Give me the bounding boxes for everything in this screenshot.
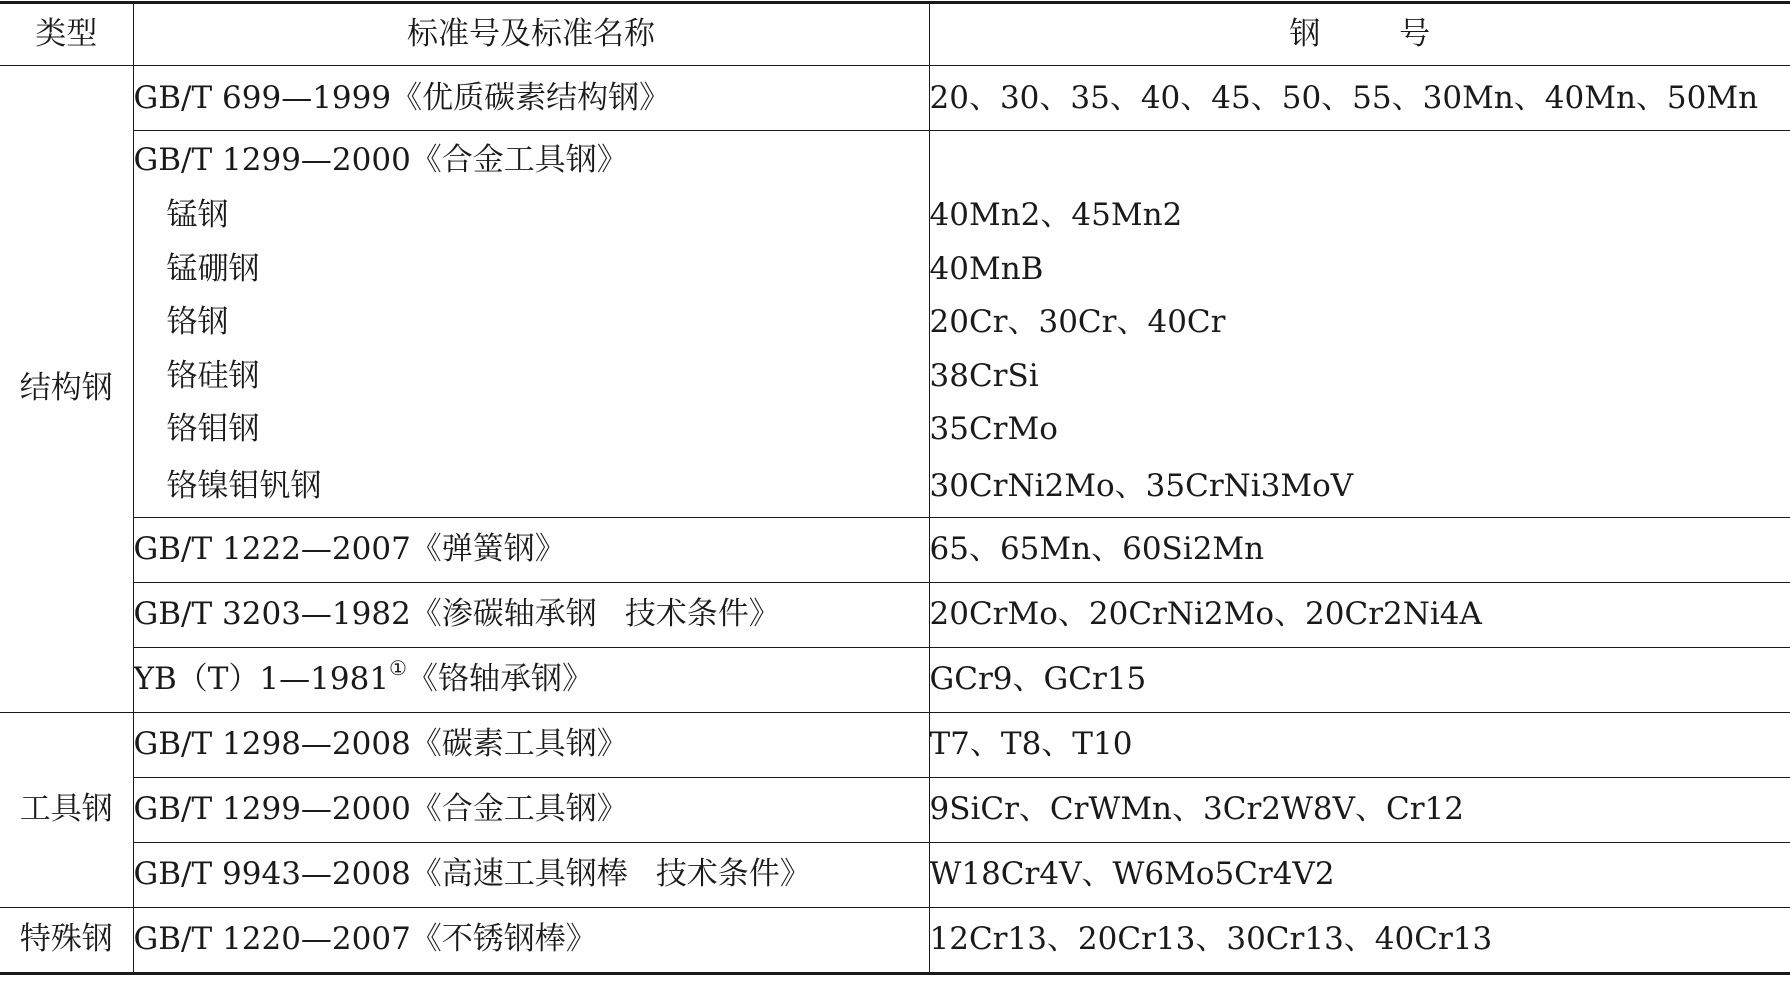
standard-cell — [133, 842, 929, 907]
table-row — [0, 517, 1790, 582]
standard-name-part: 技术条件》 — [624, 596, 780, 632]
standard-name-part: YB（T）1—1981 — [133, 661, 390, 697]
grade-cell: W18Cr4V、W6Mo5Cr4V2 — [929, 842, 1790, 907]
table-row — [0, 777, 1790, 842]
table-row — [0, 66, 1790, 131]
standard-cell: GB/T 1299—2000《合金工具钢》 — [133, 777, 929, 842]
header-row — [0, 3, 1790, 66]
header-grade-text: 钢 号 — [1289, 16, 1431, 52]
grade-value: 30CrNi2Mo、35CrNi3MoV — [929, 468, 1354, 504]
table-row — [0, 131, 1790, 518]
subtype-name: 铬硅钢 — [166, 357, 260, 394]
table-row — [0, 582, 1790, 647]
steel-standards-table — [0, 1, 1790, 975]
header-grade — [929, 3, 1790, 66]
standard-name-part: GB/T 3203—1982《渗碳轴承钢 — [133, 596, 597, 632]
subtype-name: 铬钼钢 — [166, 411, 260, 448]
table-row — [0, 712, 1790, 777]
standard-name: GB/T 1299—2000《合金工具钢》 — [133, 141, 628, 178]
standard-cell: GB/T 699—1999《优质碳素结构钢》 — [133, 66, 929, 131]
standard-cell — [133, 647, 929, 712]
standard-cell — [133, 131, 929, 518]
table-row — [0, 647, 1790, 712]
category-special: 特殊钢 — [0, 907, 133, 973]
grade-value — [930, 131, 1790, 189]
standard-cell — [133, 582, 929, 647]
category-structural: 结构钢 — [0, 66, 133, 713]
category-tool: 工具钢 — [0, 712, 133, 907]
standard-cell: GB/T 1222—2007《弹簧钢》 — [133, 517, 929, 582]
alloy-subtype-list — [134, 131, 929, 517]
standard-cell: GB/T 1220—2007《不锈钢棒》 — [133, 907, 929, 973]
standard-cell: GB/T 1298—2008《碳素工具钢》 — [133, 712, 929, 777]
grade-cell: 20CrMo、20CrNi2Mo、20Cr2Ni4A — [929, 582, 1790, 647]
table-row — [0, 842, 1790, 907]
grade-value: 38CrSi — [929, 357, 1039, 394]
header-type: 类型 — [0, 3, 133, 66]
alloy-grade-list — [930, 131, 1790, 517]
grade-cell: GCr9、GCr15 — [929, 647, 1790, 712]
footnote-marker: ① — [389, 656, 407, 680]
standard-name-part: 《铬轴承钢》 — [406, 661, 593, 697]
grade-cell: 65、65Mn、60Si2Mn — [929, 517, 1790, 582]
grade-cell: 12Cr13、20Cr13、30Cr13、40Cr13 — [929, 907, 1790, 973]
standard-name-part: 技术条件》 — [655, 856, 811, 892]
subtype-name: 锰钢 — [166, 197, 229, 234]
header-standard: 标准号及标准名称 — [133, 3, 929, 66]
grade-value: 35CrMo — [929, 411, 1058, 448]
grade-cell: T7、T8、T10 — [929, 712, 1790, 777]
table-row — [0, 907, 1790, 973]
grade-value: 40MnB — [929, 250, 1044, 287]
grade-cell: 20、30、35、40、45、50、55、30Mn、40Mn、50Mn — [929, 66, 1790, 131]
grade-value: 20Cr、30Cr、40Cr — [929, 304, 1226, 341]
grade-value: 40Mn2、45Mn2 — [929, 197, 1183, 234]
grade-cell: 9SiCr、CrWMn、3Cr2W8V、Cr12 — [929, 777, 1790, 842]
subtype-name: 铬镍钼钒钢 — [166, 468, 322, 504]
subtype-name: 铬钢 — [166, 304, 229, 341]
standard-name-part: GB/T 9943—2008《高速工具钢棒 — [133, 856, 628, 892]
grade-cell — [929, 131, 1790, 518]
subtype-name: 锰硼钢 — [166, 250, 260, 287]
